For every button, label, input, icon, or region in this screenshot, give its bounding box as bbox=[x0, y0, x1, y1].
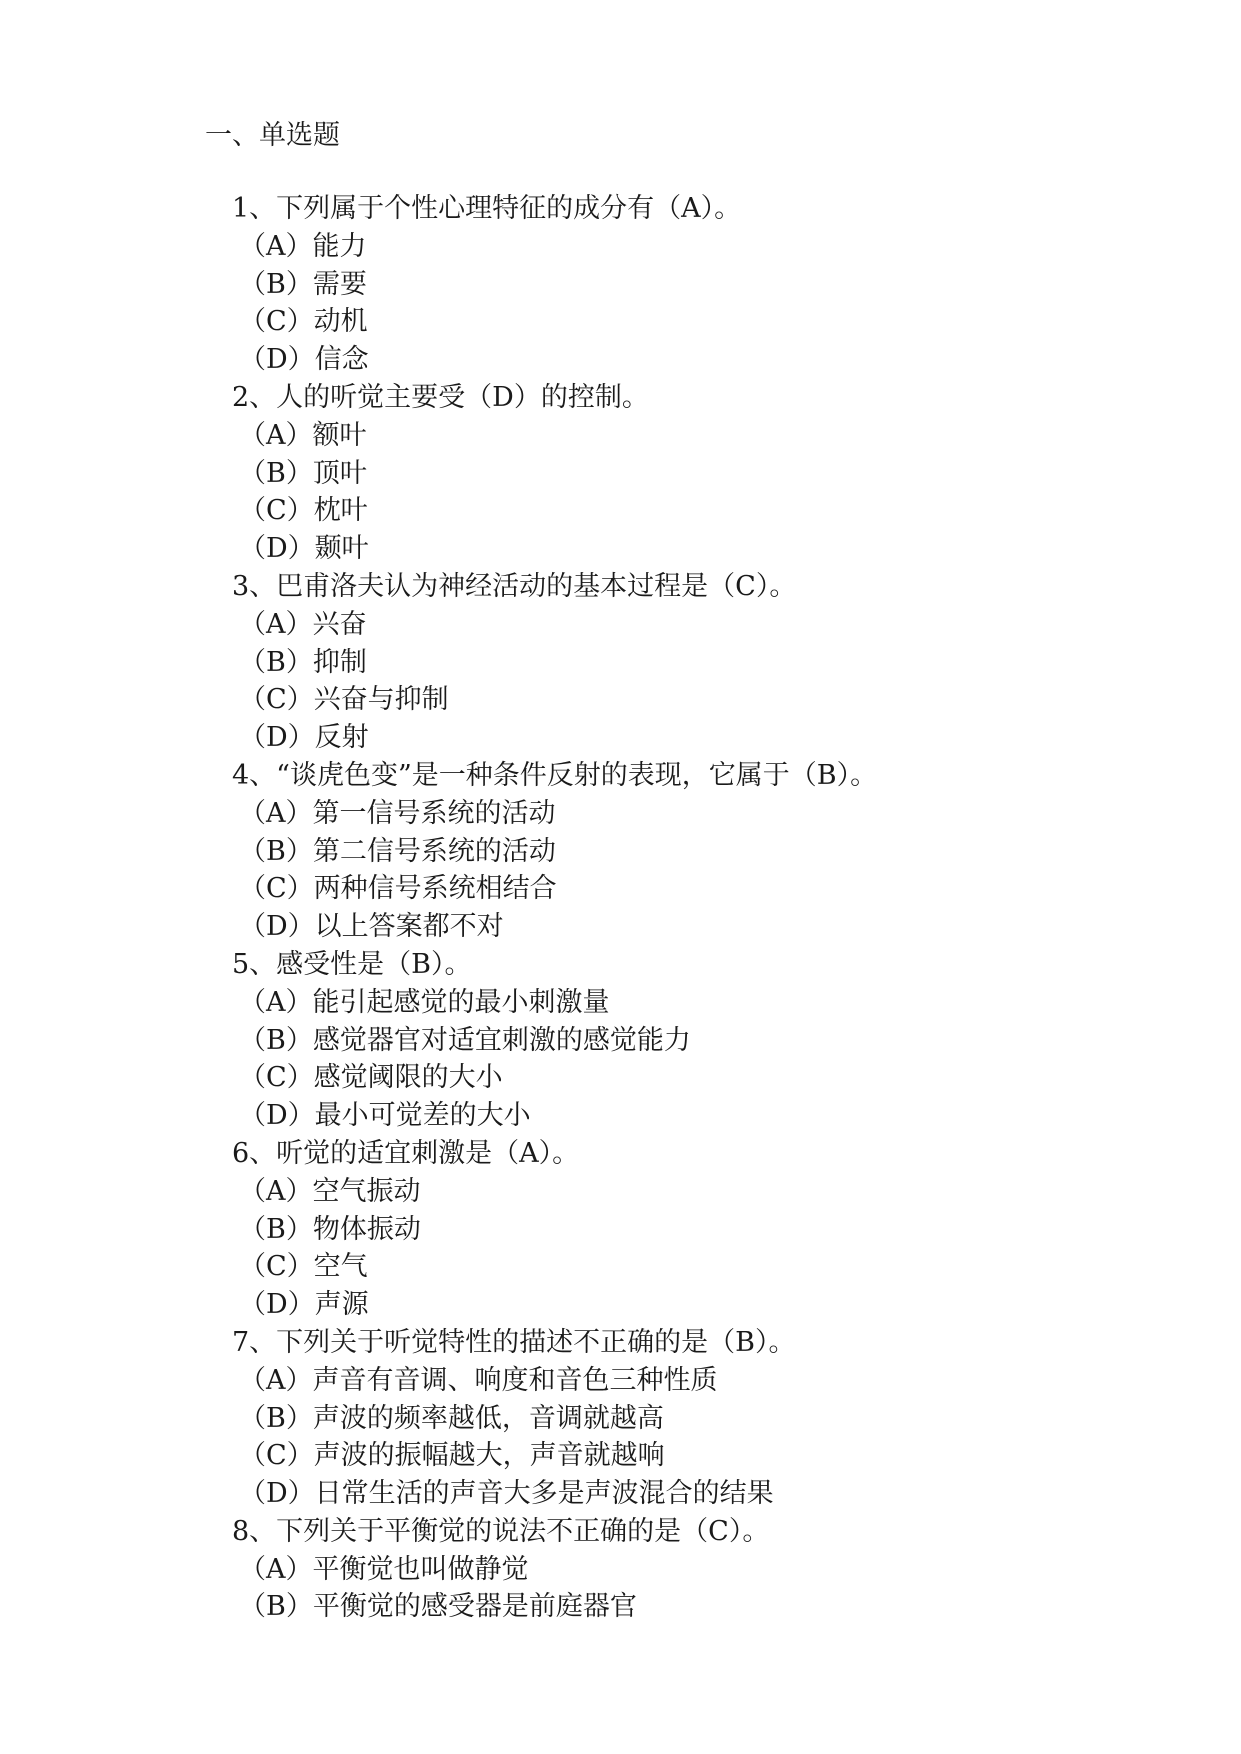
option-d: （D）信念 bbox=[239, 344, 369, 376]
option-d: （D）最小可觉差的大小 bbox=[239, 1100, 531, 1132]
option-c: （C）动机 bbox=[239, 306, 368, 338]
option-a: （A）平衡觉也叫做静觉 bbox=[239, 1553, 529, 1585]
option-d: （D）反射 bbox=[239, 722, 369, 754]
option-a: （A）额叶 bbox=[239, 419, 367, 451]
option-d: （D）以上答案都不对 bbox=[239, 911, 504, 943]
option-a: （A）兴奋 bbox=[239, 608, 367, 640]
question-list bbox=[232, 190, 1192, 1626]
question-7 bbox=[232, 1324, 1192, 1513]
question-1 bbox=[232, 190, 1192, 379]
question-stem: 7、下列关于听觉特性的描述不正确的是（B）。 bbox=[232, 1326, 796, 1358]
option-c: （C）枕叶 bbox=[239, 495, 368, 527]
option-c: （C）两种信号系统相结合 bbox=[239, 873, 557, 905]
option-c: （C）感觉阈限的大小 bbox=[239, 1062, 503, 1094]
option-c: （C）声波的振幅越大，声音就越响 bbox=[239, 1440, 665, 1472]
option-b: （B）感觉器官对适宜刺激的感觉能力 bbox=[239, 1024, 691, 1056]
question-4 bbox=[232, 757, 1192, 946]
option-c: （C）兴奋与抑制 bbox=[239, 684, 449, 716]
option-d: （D）声源 bbox=[239, 1289, 369, 1321]
question-6 bbox=[232, 1135, 1192, 1324]
option-a: （A）能力 bbox=[239, 230, 367, 262]
option-a: （A）能引起感觉的最小刺激量 bbox=[239, 986, 610, 1018]
option-b: （B）顶叶 bbox=[239, 457, 367, 489]
question-3 bbox=[232, 568, 1192, 757]
option-d: （D）日常生活的声音大多是声波混合的结果 bbox=[239, 1478, 774, 1510]
option-b: （B）第二信号系统的活动 bbox=[239, 835, 556, 867]
question-stem: 1、下列属于个性心理特征的成分有（A）。 bbox=[232, 193, 742, 224]
question-stem: 2、人的听觉主要受（D）的控制。 bbox=[232, 381, 649, 413]
option-b: （B）平衡觉的感受器是前庭器官 bbox=[239, 1591, 637, 1623]
question-2 bbox=[232, 379, 1192, 568]
question-stem: 4、“谈虎色变”是一种条件反射的表现，它属于（B）。 bbox=[232, 759, 878, 791]
question-5 bbox=[232, 946, 1192, 1135]
option-a: （A）空气振动 bbox=[239, 1175, 421, 1207]
question-stem: 3、巴甫洛夫认为神经活动的基本过程是（C）。 bbox=[232, 570, 797, 602]
option-a: （A）声音有音调、响度和音色三种性质 bbox=[239, 1364, 718, 1396]
section-title: 一、单选题 bbox=[205, 120, 340, 151]
option-b: （B）声波的频率越低，音调就越高 bbox=[239, 1402, 664, 1434]
option-a: （A）第一信号系统的活动 bbox=[239, 797, 556, 829]
option-b: （B）物体振动 bbox=[239, 1213, 421, 1245]
question-stem: 6、听觉的适宜刺激是（A）。 bbox=[232, 1137, 580, 1169]
question-8 bbox=[232, 1513, 1192, 1626]
option-d: （D）颞叶 bbox=[239, 533, 369, 565]
option-b: （B）需要 bbox=[239, 268, 367, 300]
question-stem: 5、感受性是（B）。 bbox=[232, 948, 472, 980]
option-c: （C）空气 bbox=[239, 1251, 368, 1283]
option-b: （B）抑制 bbox=[239, 646, 367, 678]
question-stem: 8、下列关于平衡觉的说法不正确的是（C）。 bbox=[232, 1515, 770, 1547]
